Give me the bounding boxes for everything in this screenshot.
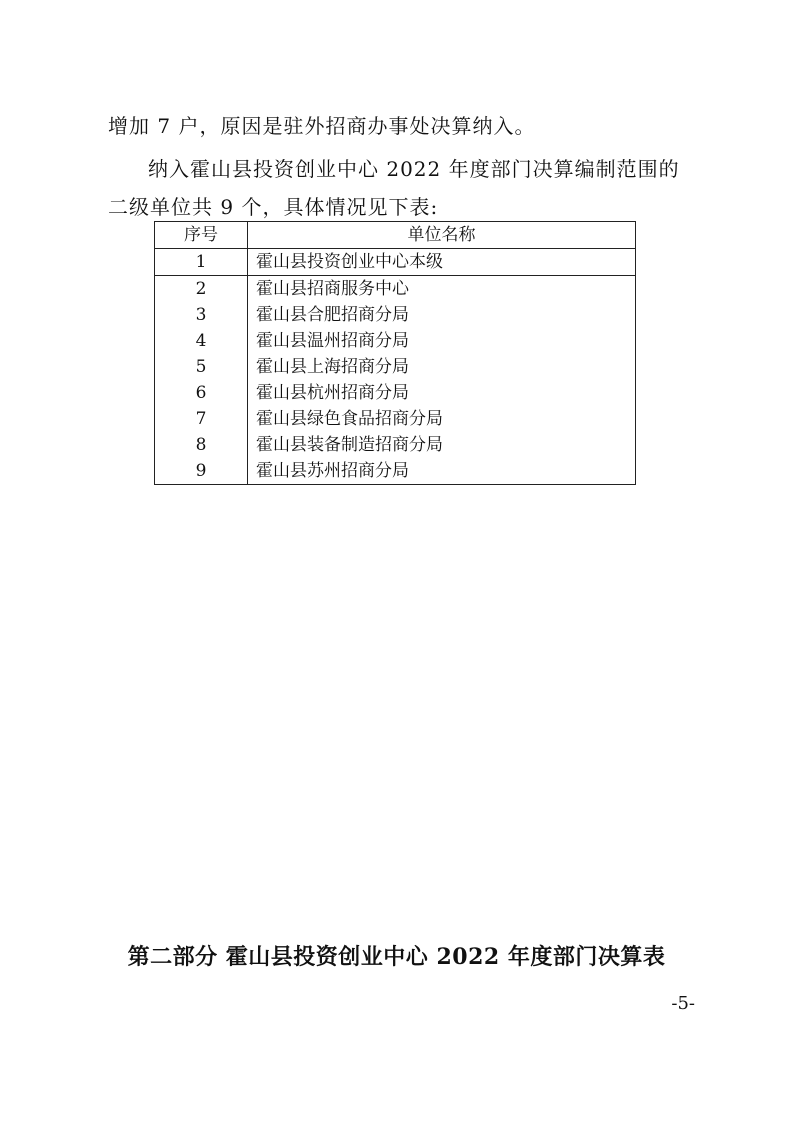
table-row <box>155 328 636 354</box>
table-row <box>155 354 636 380</box>
header-serial-number: 序号 <box>155 222 248 249</box>
row-serial-number: 5 <box>155 354 248 380</box>
table-header-row <box>155 222 636 249</box>
row-serial-number: 6 <box>155 380 248 406</box>
row-unit-name: 霍山县合肥招商分局 <box>248 302 636 328</box>
row-serial-number: 3 <box>155 302 248 328</box>
row-unit-name: 霍山县苏州招商分局 <box>248 458 636 485</box>
row-unit-name: 霍山县上海招商分局 <box>248 354 636 380</box>
table-row <box>155 458 636 485</box>
header-unit-name: 单位名称 <box>248 222 636 249</box>
row-unit-name: 霍山县投资创业中心本级 <box>248 249 636 276</box>
table-row <box>155 276 636 303</box>
table-row <box>155 432 636 458</box>
part-two-title: 第二部分 霍山县投资创业中心 2022 年度部门决算表 <box>127 944 666 970</box>
row-unit-name: 霍山县杭州招商分局 <box>248 380 636 406</box>
row-serial-number: 2 <box>155 276 248 303</box>
row-serial-number: 7 <box>155 406 248 432</box>
row-unit-name: 霍山县绿色食品招商分局 <box>248 406 636 432</box>
table-row <box>155 302 636 328</box>
table-row <box>155 406 636 432</box>
row-serial-number: 9 <box>155 458 248 485</box>
paragraph-scope-note: 纳入霍山县投资创业中心 2022 年度部门决算编制范围的二级单位共 9 个，具体情况见下表: <box>108 157 680 219</box>
paragraph-increase-note: 增加 7 户，原因是驻外招商办事处决算纳入。 <box>108 114 536 138</box>
page-number: -5- <box>671 993 695 1014</box>
row-unit-name: 霍山县温州招商分局 <box>248 328 636 354</box>
row-serial-number: 1 <box>155 249 248 276</box>
table-row <box>155 249 636 276</box>
row-unit-name: 霍山县装备制造招商分局 <box>248 432 636 458</box>
row-serial-number: 8 <box>155 432 248 458</box>
secondary-units-table <box>154 221 636 485</box>
row-serial-number: 4 <box>155 328 248 354</box>
row-unit-name: 霍山县招商服务中心 <box>248 276 636 303</box>
table-row <box>155 380 636 406</box>
